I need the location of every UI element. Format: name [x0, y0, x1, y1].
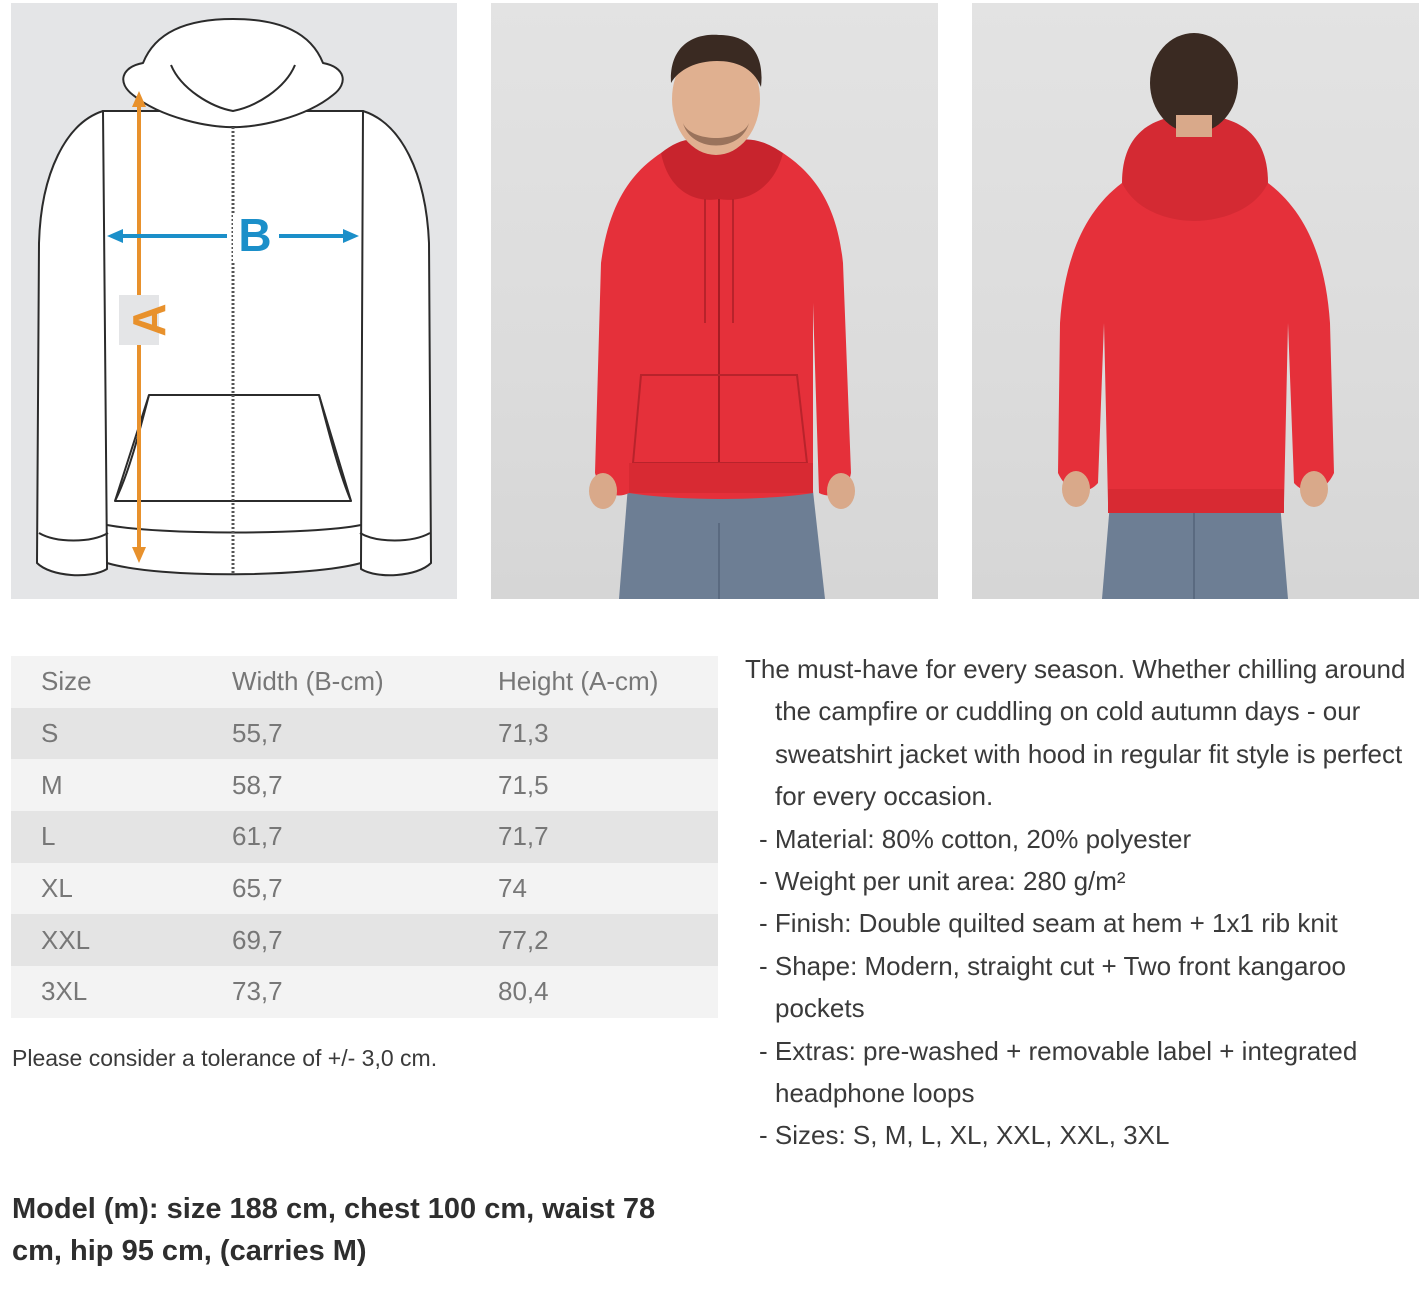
table-row	[11, 759, 718, 811]
feature-item: - Finish: Double quilted seam at hem + 1x1 rib knit	[759, 908, 1338, 939]
feature-item: - Weight per unit area: 280 g/m²	[759, 866, 1126, 897]
size-cell: L	[41, 821, 56, 852]
product-description	[745, 648, 1415, 1157]
size-cell: XL	[41, 873, 73, 904]
tolerance-note: Please consider a tolerance of +/- 3,0 cm.	[12, 1045, 438, 1071]
feature-item: - Extras: pre-washed + removable label + integrated headphone loops	[759, 1035, 1358, 1109]
label-b: B	[238, 209, 272, 262]
size-diagram	[11, 3, 457, 599]
height-cell: 80,4	[498, 976, 549, 1007]
model-front-photo	[491, 3, 938, 599]
size-cell: M	[41, 769, 63, 800]
height-cell: 74	[498, 873, 527, 904]
height-cell: 71,5	[498, 769, 549, 800]
height-cell: 77,2	[498, 924, 549, 955]
width-cell: 55,7	[232, 718, 283, 749]
model-measurements-note: Model (m): size 188 cm, chest 100 cm, waist 78 cm, hip 95 cm, (carries M)	[12, 1193, 656, 1267]
feature-item: - Material: 80% cotton, 20% polyester	[759, 823, 1192, 854]
description-intro: The must-have for every season. Whether chilling around the campfire or cuddling on cold autumn days - our sweatshirt jacket with hood in regular fit style is perfect for every occasion.	[745, 654, 1406, 812]
width-cell: 58,7	[232, 769, 283, 800]
hoodie-outline-drawing	[11, 3, 457, 599]
width-cell: 65,7	[232, 873, 283, 904]
size-cell: 3XL	[41, 976, 88, 1007]
size-table	[11, 656, 718, 1018]
table-row	[11, 966, 718, 1018]
feature-item: - Shape: Modern, straight cut + Two front kangaroo pockets	[759, 950, 1347, 1024]
table-row	[11, 863, 718, 915]
column-header: Width (B-cm)	[232, 666, 384, 697]
height-cell: 71,3	[498, 718, 549, 749]
table-row	[11, 914, 718, 966]
feature-list	[745, 818, 1415, 1157]
width-cell: 69,7	[232, 924, 283, 955]
size-cell: XXL	[41, 924, 91, 955]
height-cell: 71,7	[498, 821, 549, 852]
table-header-row	[11, 656, 718, 708]
size-cell: S	[41, 718, 59, 749]
column-header: Size	[41, 666, 92, 697]
model-back-photo	[972, 3, 1419, 599]
width-cell: 73,7	[232, 976, 283, 1007]
label-a: A	[123, 303, 176, 337]
width-cell: 61,7	[232, 821, 283, 852]
column-header: Height (A-cm)	[498, 666, 659, 697]
table-row	[11, 708, 718, 760]
table-row	[11, 811, 718, 863]
feature-item: - Sizes: S, M, L, XL, XXL, XXL, 3XL	[759, 1120, 1170, 1151]
